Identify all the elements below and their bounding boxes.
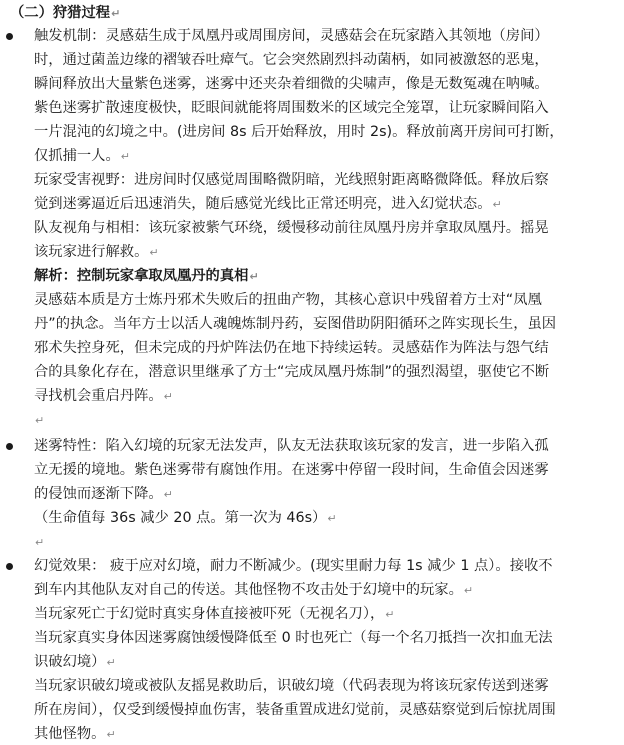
paragraph-line: 迷雾特性：陷入幻境的玩家无法发声，队友无法获取该玩家的发言，进一步陷入孤: [34, 438, 549, 454]
paragraph-line: 当玩家真实身体因迷雾腐蚀缓慢降低至 0 时也死亡（每一个名刀抵挡一次扣血无法: [34, 630, 553, 646]
paragraph-line: 立无援的境地。紫色迷雾带有腐蚀作用。在迷雾中停留一段时间，生命值会因迷雾: [34, 462, 549, 478]
paragraph-line: 觉到迷雾逼近后迅速消失，随后感觉光线比正常还明亮，进入幻觉状态。↵: [34, 196, 502, 212]
bullet-icon: [6, 443, 13, 450]
paragraph-line: 丹”的执念。当年方士以活人魂魄炼制丹药，妄图借助阴阳循环之阵实现长生，虽因: [34, 316, 557, 332]
paragraph-line: 当玩家识破幻境或被队友摇晃救助后，识破幻境（代码表现为将该玩家传送到迷雾: [34, 678, 549, 694]
paragraph-line: 该玩家进行解救。↵: [34, 244, 159, 260]
paragraph-line: 仅抓捕一人。↵: [34, 148, 130, 164]
paragraph-line: 紫色迷雾扩散速度极快，眨眼间就能将周围数米的区域完全笼罩，让玩家瞬间陷入: [34, 100, 549, 116]
paragraph-line: 其他怪物。↵: [34, 726, 116, 742]
paragraph-line: 识破幻境）↵: [34, 654, 116, 670]
paragraph-line: 一片混沌的幻境之中。(进房间 8s 后开始释放，用时 2s)。释放前离开房间可打断，: [34, 124, 564, 140]
paragraph-line: 幻觉效果： 疲于应对幻境，耐力不断减少。(现实里耐力每 1s 减少 1 点）。接收不: [34, 558, 553, 574]
paragraph-line: 到车内其他队友对自己的传送。其他怪物不攻击处于幻境中的玩家。↵: [34, 582, 474, 598]
paragraph-line: 玩家受害视野：进房间时仅感觉周围略微阴暗，光线照射距离略微降低。释放后察: [34, 172, 549, 188]
paragraph-line: 当玩家死亡于幻觉时真实身体直接被吓死（无视名刀），↵: [34, 606, 395, 622]
empty-line: ↵: [35, 536, 45, 549]
bullet-icon: [6, 563, 13, 570]
paragraph-line: 瞬间释放出大量紫色迷雾，迷雾中还夹杂着细微的尖啸声，像是无数冤魂在呐喊。: [34, 76, 549, 92]
empty-line: ↵: [35, 414, 45, 427]
paragraph-line: 灵感菇本质是方士炼丹邪术失败后的扭曲产物，其核心意识中残留着方士对“凤凰: [34, 292, 542, 308]
analysis-heading: 解析：控制玩家拿取凤凰丹的真相↵: [34, 268, 259, 284]
paragraph-line: （生命值每 36s 减少 20 点。第一次为 46s）↵: [34, 510, 337, 526]
paragraph-line: 时，通过菌盖边缘的褶皱吞吐瘴气。它会突然剧烈抖动菌柄，如同被激怒的恶鬼，: [34, 52, 549, 68]
paragraph-line: 触发机制：灵感菇生成于凤凰丹或周围房间，灵感菇会在玩家踏入其领地（房间）: [34, 28, 549, 44]
paragraph-line: 的侵蚀而逐渐下降。↵: [34, 486, 173, 502]
paragraph-line: 所在房间），仅受到缓慢掉血伤害，装备重置成进幻觉前，灵感菇察觉到后惊扰周围: [34, 702, 556, 718]
paragraph-line: 寻找机会重启丹阵。↵: [34, 388, 173, 404]
paragraph-line: 邪术失控身死，但未完成的丹炉阵法仍在地下持续运转。灵感菇作为阵法与怨气结: [34, 340, 549, 356]
bullet-icon: [6, 33, 13, 40]
paragraph-line: 队友视角与相相：该玩家被紫气环绕，缓慢移动前往凤凰丹房并拿取凤凰丹。摇晃: [34, 220, 549, 236]
paragraph-line: 合的具象化存在，潜意识里继承了方士“完成凤凰丹炼制”的强烈渴望，驱使它不断: [34, 364, 550, 380]
section-heading: （二）狩猎过程↵: [10, 5, 121, 21]
